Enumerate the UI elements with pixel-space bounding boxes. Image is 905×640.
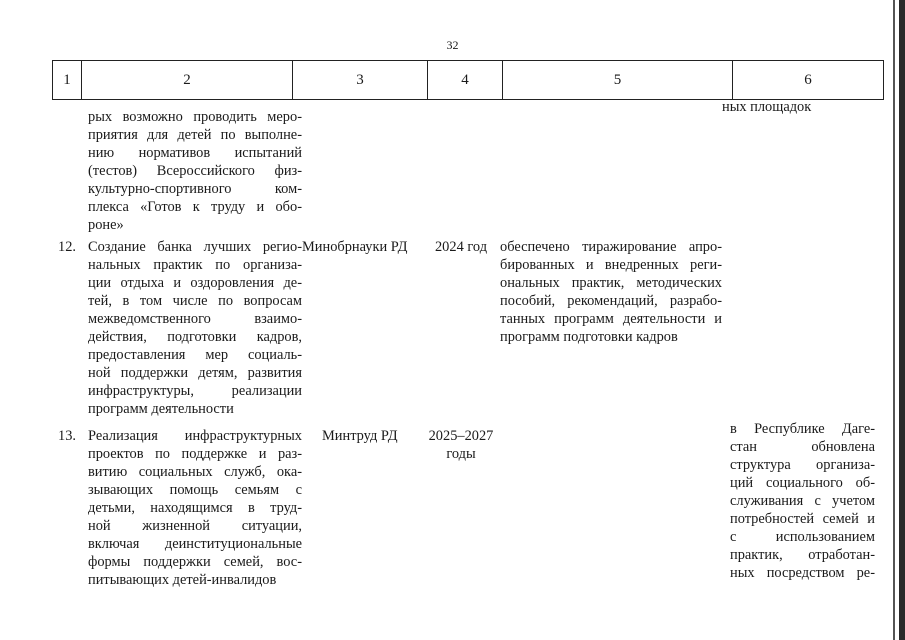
text-line: нию нормативов испытаний: [88, 145, 302, 161]
text-line: роне»: [88, 217, 124, 233]
column-header-4: 4: [428, 61, 503, 100]
text-line: приятия для детей по выполне-: [88, 127, 302, 143]
text-line: предоставления мер социаль-: [88, 347, 302, 363]
row-13-executor: Минтруд РД: [322, 428, 398, 444]
text-line: Создание банка лучших регио-: [88, 239, 302, 255]
row-12-result: [500, 238, 722, 346]
row-12-executor: Минобрнауки РД: [302, 239, 408, 255]
text-line: инфраструктуры, реализации: [88, 383, 302, 399]
text-line: тей, в том числе по вопросам: [88, 293, 302, 309]
row-12-term: [424, 238, 498, 256]
text-line: рых возможно проводить меро-: [88, 109, 302, 125]
text-line: ной поддержки детям, развития: [88, 365, 302, 381]
text-line: ции отдыха и оздоровления де-: [88, 275, 302, 291]
text-line: ций социального об-: [730, 475, 875, 491]
row-13-activity: [88, 427, 302, 589]
text-line: зывающих помощь семьям с: [88, 482, 302, 498]
text-line: стан обновлена: [730, 439, 875, 455]
row-number: 13.: [58, 428, 76, 444]
text-line: 2024 год: [434, 239, 488, 255]
text-line: ной жизненной ситуации,: [88, 518, 302, 534]
row-13-result: [730, 420, 875, 582]
scan-edge: [899, 0, 905, 640]
text-line: пособий, рекомендаций, разрабо-: [500, 293, 722, 309]
text-line: детьми, находящимся в труд-: [88, 500, 302, 516]
text-line: формы поддержки семей, вос-: [88, 554, 302, 570]
column-header-3: 3: [293, 61, 428, 100]
text-line: практик, отработан-: [730, 547, 875, 563]
column-header-6: 6: [733, 61, 884, 100]
text-line: включая деинституциональные: [88, 536, 302, 552]
row-13-term: [424, 427, 498, 463]
text-line: потребностей семей и: [730, 511, 875, 527]
text-line: витию социальных служб, ока-: [88, 464, 302, 480]
continued-activity-text: [88, 108, 302, 234]
continued-result-text: [722, 98, 872, 116]
column-header-5: 5: [503, 61, 733, 100]
text-line: Реализация инфраструктурных: [88, 428, 302, 444]
text-line: с использованием: [730, 529, 875, 545]
text-line: годы: [446, 446, 476, 462]
text-line: структура организа-: [730, 457, 875, 473]
text-line: программ деятельности: [88, 401, 234, 417]
text-line: питывающих детей-инвалидов: [88, 572, 277, 588]
column-header-table: [52, 60, 884, 100]
text-line: проектов по поддержке и раз-: [88, 446, 302, 462]
text-line: служивания с учетом: [730, 493, 875, 509]
text-line: ных площадок: [722, 99, 812, 115]
text-line: культурно-спортивного ком-: [88, 181, 302, 197]
text-line: обеспечено тиражирование апро-: [500, 239, 722, 255]
text-line: программ подготовки кадров: [500, 329, 678, 345]
text-line: 2025–2027: [428, 428, 494, 444]
text-line: бированных и внедренных реги-: [500, 257, 722, 273]
page-number: 32: [446, 38, 459, 52]
column-header-2: 2: [82, 61, 293, 100]
text-line: действия, подготовки кадров,: [88, 329, 302, 345]
scan-edge-line: [893, 0, 895, 640]
text-line: межведомственного взаимо-: [88, 311, 302, 327]
text-line: ональных практик, методических: [500, 275, 722, 291]
text-line: плекса «Готов к труду и обо-: [88, 199, 302, 215]
text-line: танных программ деятельности и: [500, 311, 722, 327]
text-line: (тестов) Всероссийского физ-: [88, 163, 302, 179]
text-line: в Республике Даге-: [730, 421, 875, 437]
row-12-activity: [88, 238, 302, 418]
column-header-1: 1: [53, 61, 82, 100]
text-line: ных посредством ре-: [730, 565, 875, 581]
row-number: 12.: [58, 239, 76, 255]
text-line: нальных практик по организа-: [88, 257, 302, 273]
